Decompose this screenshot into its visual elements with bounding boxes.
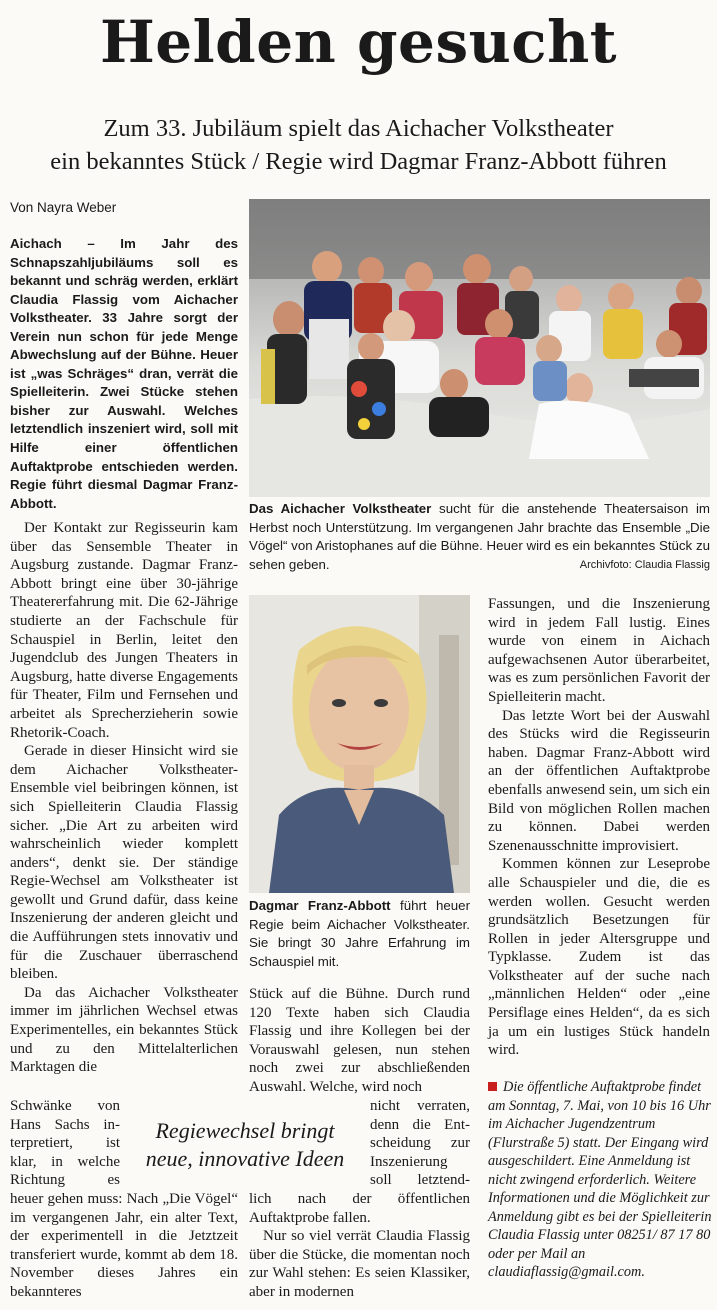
column-2-narrow bbox=[370, 1097, 470, 1190]
col3-paragraph-1: Fassungen, und die Inszenierung wird in jedem Fall lustig. Eines wurde von einem in Aichach aufgewachsenen Autor überarbeitet, was es zum persönlichen Favorit der Spielleiterin macht. bbox=[488, 596, 710, 705]
col2-paragraph-1a: Stück auf die Bühne. Durch rund 120 Texte haben sich Claudia Flassig und ihre Kollegen bei der Vorauswahl gelesen, nun stehen noch zwei zur abschließenden Auswahl. Welche, wird noch bbox=[249, 986, 470, 1095]
portrait-caption-text: führt heuer Regie beim Aichacher Volkstheater. Sie bringt 30 Jahre Erfahrung im Schauspiel mit. bbox=[249, 898, 470, 969]
ensemble-photo-illustration bbox=[249, 199, 710, 497]
col1-narrow-line: Schwänke von bbox=[10, 1098, 120, 1114]
column-2-bottom bbox=[249, 1190, 470, 1302]
subheadline-line-1: Zum 33. Jubiläum spielt das Aichacher Volkstheater bbox=[103, 115, 614, 142]
info-box-text: Die öffentliche Auftaktprobe findet am Sonntag, 7. Mai, von 10 bis 16 Uhr im Aichacher Jugendzentrum (Flurstraße 5) statt. Der Eingang wird ausgeschildert. Eine Anmeldung ist nicht zwingend erforderlich. Weitere Informationen und die Möglichkeit zur Anmeldung gibt es bei der Spielleiterin Claudia Flassig unter 08251/ 87 17 80 oder per Mail an claudiaflassig@gmail.com. bbox=[488, 1079, 712, 1280]
subheadline-line-2: ein bekanntes Stück / Regie wird Dagmar Franz-Abbott führen bbox=[50, 148, 667, 175]
portrait-caption-bold: Dagmar Franz-Abbott bbox=[249, 898, 391, 913]
col1-paragraph-3b: heuer gehen muss: Nach „Die Vögel“ im vergangenen Jahr, ein alter Text, der experimentell in die Jetztzeit transferiert wurde, kommt ab dem 18. November dieses Jahres ein bekannteres bbox=[10, 1191, 238, 1300]
col1-narrow-line: klar, in welche bbox=[10, 1153, 120, 1170]
group-photo bbox=[249, 199, 710, 497]
headline: Helden gesucht bbox=[99, 8, 618, 76]
group-photo-caption-text: sucht für die anstehende Theatersaison im Herbst noch Unterstützung. Im vergangenen Jahr brachte das Ensemble „Die Vögel“ von Aristophanes auf die Bühne. Heuer wird es ein bekanntes Stück zu sehen geben. bbox=[249, 501, 710, 572]
col1-narrow-line: Richtung es bbox=[10, 1172, 120, 1189]
col1-paragraph-3a: Da das Aichacher Volkstheater immer im jährlichen Wechsel etwas Experimentelles, ein bekanntes Stück und zu den Mittelalterlichen Marktagen die bbox=[10, 984, 238, 1076]
byline: Von Nayra Weber bbox=[10, 200, 117, 215]
col2-narrow-line: Inszenierung bbox=[370, 1153, 448, 1170]
col1-narrow-line: Hans Sachs in- bbox=[10, 1116, 120, 1133]
column-1-top bbox=[10, 519, 238, 1077]
red-square-bullet-icon bbox=[488, 1082, 497, 1091]
col2-narrow-line: soll letztend- bbox=[370, 1172, 470, 1189]
col1-narrow-line: terpretiert, ist bbox=[10, 1135, 120, 1152]
column-1-bottom bbox=[10, 1190, 238, 1302]
lead-paragraph: Aichach – Im Jahr des Schnapszahljubiläums soll es bekannt und schräg werden, erklärt Claudia Flassig vom Aichacher Volkstheater. 33 Jahre sorgt der Verein nun schon für jede Menge Abwechslung auf der Bühne. Heuer ist „was Schräges“ dran, verrät die Spielleiterin. Zwei Stücke stehen bisher zur Auswahl. Welches letztendlich inszeniert wird, soll mit Hilfe einer öffentlichen Auftaktprobe entschieden werden. Regie führt diesmal Dagmar Franz-Abbott. bbox=[10, 236, 238, 511]
col2-narrow-line: denn die Ent- bbox=[370, 1116, 470, 1133]
column-3 bbox=[488, 595, 710, 1060]
col2-paragraph-1b: lich nach der öffentlichen Auftaktprobe fallen. bbox=[249, 1191, 470, 1226]
col3-paragraph-3: Kommen können zur Leseprobe alle Schauspieler und die, die es werden wollen. Gesucht werden grundsätzlich Besetzungen für Rollen in jeder Altersgruppe und Typklasse. Zudem ist das Volkstheater auf der suche nach „männlichen Helden“ oder „eine Persiflage eines Helden“, da es sich ja um ein lustiges Stück handeln wird. bbox=[488, 856, 710, 1059]
col2-paragraph-2: Nur so viel verrät Claudia Flassig über die Stücke, die momentan noch zur Wahl stehen: Es seien Klassiker, aber in modernen bbox=[249, 1228, 470, 1300]
col2-narrow-line: scheidung zur bbox=[370, 1135, 470, 1152]
col1-paragraph-1: Der Kontakt zur Regisseurin kam über das Sensemble Theater in Augsburg zustande. Dagmar Franz-Abbott bringt eine über 30-jährige Theatererfahrung mit. Die 62-Jährige studierte an der Fachschule für Schauspiel in Berlin, leitet den Jugendclub des Jungen Theaters in Augsburg, hatte diverse Engagements für Theater, Film und Fernsehen und arbeitet als Sprecherzieherin sowie Rhetorik-Coach. bbox=[10, 520, 238, 741]
group-photo-caption-bold: Das Aichacher Volkstheater bbox=[249, 501, 432, 516]
col2-narrow-line: nicht verraten, bbox=[370, 1098, 470, 1114]
group-photo-credit: Archivfoto: Claudia Flassig bbox=[579, 558, 710, 571]
portrait-photo bbox=[249, 595, 470, 893]
info-box bbox=[488, 1078, 712, 1282]
pull-quote-line-1: Regiewechsel bringt bbox=[155, 1118, 335, 1143]
group-photo-caption bbox=[249, 500, 710, 574]
subheadline bbox=[0, 112, 717, 178]
col1-paragraph-2: Gerade in dieser Hinsicht wird sie dem Aichacher Volkstheater-Ensemble viel beibringen können, ist sich Spielleiterin Claudia Flassig sicher. „Die Art zu arbeiten wird wahrscheinlich wieder komplett anders“, denkt sie. Der ständige Regie-Wechsel am Volkstheater ist gewollt und Grund dafür, dass keine Inszenierung der anderen gleicht und die Aufführungen stets innovativ und für die Zuschauer überraschend bleiben. bbox=[10, 743, 238, 983]
column-1-narrow bbox=[10, 1097, 120, 1190]
pull-quote bbox=[125, 1117, 365, 1173]
pull-quote-line-2: neue, innovative Ideen bbox=[145, 1146, 345, 1171]
portrait-caption bbox=[249, 897, 470, 971]
column-2-top bbox=[249, 985, 470, 1097]
col3-paragraph-2: Das letzte Wort bei der Auswahl des Stücks wird die Regisseurin haben. Dagmar Franz-Abbott wird an der öffentlichen Auftaktprobe ebenfalls anwesend sein, um sich ein Bild von möglichen Rollen machen zu können. Dabei werden Szenenausschnitte improvisiert. bbox=[488, 707, 710, 854]
portrait-illustration bbox=[249, 595, 470, 893]
